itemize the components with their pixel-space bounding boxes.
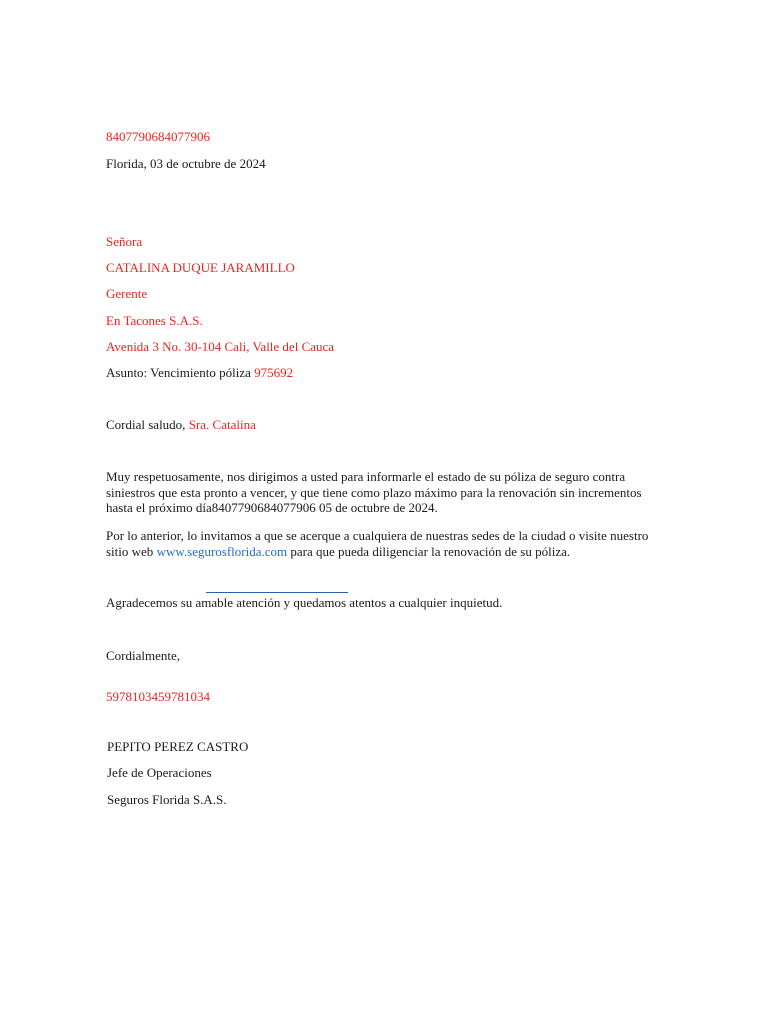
horizontal-divider <box>206 592 348 593</box>
recipient-address: Avenida 3 No. 30-104 Cali, Valle del Cauca <box>106 339 335 354</box>
signature-code: 5978103459781034 <box>106 689 210 704</box>
signer-company: Seguros Florida S.A.S. <box>107 792 227 807</box>
recipient-name: CATALINA DUQUE JARAMILLO <box>106 260 295 275</box>
place-date: Florida, 03 de octubre de 2024 <box>106 156 266 171</box>
body-paragraph-1: Muy respetuosamente, nos dirigimos a usted para informarle el estado de su póliza de seguro contra siniestros que esta pronto a vencer, y que tiene como plazo máximo para la renovación sin incrementos hasta el próximo día8407790684077906 05 de octubre de 2024. <box>106 469 642 515</box>
reference-code: 8407790684077906 <box>106 129 210 144</box>
website-link[interactable]: www.segurosflorida.com <box>156 543 288 559</box>
policy-number: 975692 <box>254 365 294 380</box>
recipient-company: En Tacones S.A.S. <box>106 313 203 328</box>
signer-name: PEPITO PEREZ CASTRO <box>107 739 249 754</box>
closing: Cordialmente, <box>106 648 181 663</box>
greeting-name: Sra. Catalina <box>188 417 256 432</box>
greeting-line <box>106 417 256 433</box>
greeting-prefix: Cordial saludo, <box>106 417 189 432</box>
subject-label: Asunto: Vencimiento póliza <box>106 365 255 380</box>
recipient-title: Señora <box>106 234 143 249</box>
paragraph2-text-after: para que pueda diligenciar la renovación de su póliza. <box>287 543 571 559</box>
signer-position: Jefe de Operaciones <box>107 765 212 780</box>
recipient-position: Gerente <box>106 286 148 301</box>
thanks-line: Agradecemos su amable atención y quedamos atentos a cualquier inquietud. <box>106 595 503 610</box>
paragraph2-text-before: Por lo anterior, lo invitamos a que se acerque a cualquiera de nuestras sedes de la ciudad o visite nuestro sitio web <box>106 528 649 559</box>
subject-line <box>106 365 293 381</box>
body-paragraph-2 <box>106 528 666 559</box>
